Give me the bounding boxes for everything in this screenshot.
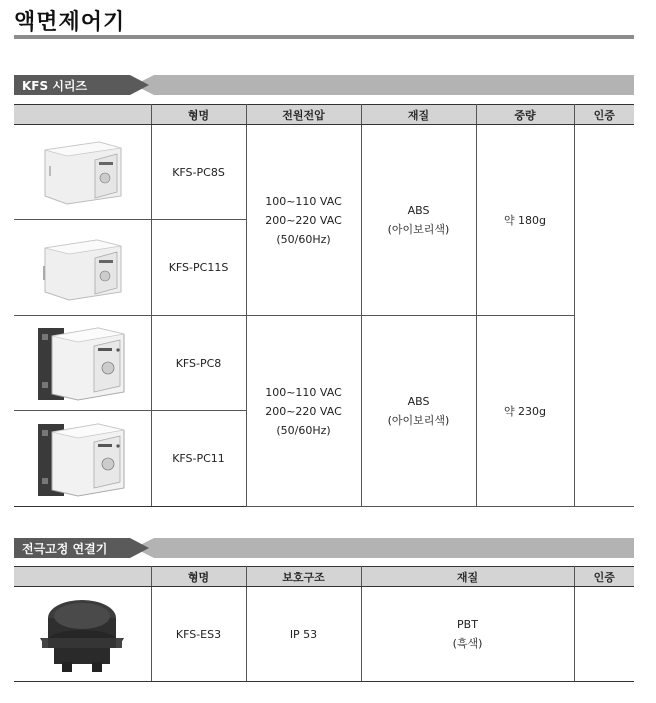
header-image: [14, 567, 151, 587]
material-cell: [361, 125, 476, 316]
section-title: KFS 시리즈: [22, 79, 88, 93]
table-row: [14, 125, 634, 220]
certification-cell: [574, 125, 634, 507]
relay-ivory-image: [37, 232, 127, 304]
header-weight: 중량: [476, 105, 574, 125]
material-line: (흑색): [452, 637, 483, 650]
header-protection: 보호구조: [246, 567, 361, 587]
material-line: (아이보리색): [387, 223, 450, 236]
relay-socket-image: [32, 320, 132, 406]
material-line: PBT: [457, 618, 478, 631]
voltage-cell: [246, 316, 361, 507]
model-cell: KFS-ES3: [151, 587, 246, 682]
voltage-line: 200~220 VAC: [265, 404, 342, 418]
section-bar-fill: [134, 538, 634, 558]
header-voltage: 전원전압: [246, 105, 361, 125]
voltage-line: (50/60Hz): [276, 423, 331, 437]
product-image-cell: [14, 411, 151, 507]
table-row: [14, 587, 634, 682]
voltage-cell: [246, 125, 361, 316]
table-row: [14, 316, 634, 411]
model-cell: KFS-PC11S: [151, 220, 246, 316]
section-bar-kfs-series: [14, 75, 634, 95]
material-cell: [361, 587, 574, 682]
model-cell: KFS-PC8S: [151, 125, 246, 220]
kfs-series-table: [14, 104, 634, 507]
material-line: ABS: [407, 204, 430, 217]
weight-cell: 약 230g: [476, 316, 574, 507]
header-model: 형명: [151, 567, 246, 587]
electrode-connector-image: [34, 592, 130, 676]
title-divider: [14, 35, 634, 39]
voltage-line: (50/60Hz): [276, 232, 331, 246]
relay-ivory-image: [37, 136, 127, 208]
relay-socket-image: [32, 416, 132, 502]
header-model: 형명: [151, 105, 246, 125]
product-image-cell: [14, 125, 151, 220]
header-material: 재질: [361, 567, 574, 587]
electrode-connector-table: [14, 566, 634, 682]
page-title: 액면제어기: [14, 10, 126, 35]
product-image-cell: [14, 587, 151, 682]
product-image-cell: [14, 316, 151, 411]
material-cell: [361, 316, 476, 507]
voltage-line: 100~110 VAC: [265, 385, 342, 399]
certification-cell: [574, 587, 634, 682]
weight-cell: 약 180g: [476, 125, 574, 316]
model-cell: KFS-PC11: [151, 411, 246, 507]
material-line: (아이보리색): [387, 414, 450, 427]
section-title: 전극고정 연결기: [22, 542, 108, 556]
header-image: [14, 105, 151, 125]
section-bar-electrode-connector: [14, 538, 634, 558]
voltage-line: 200~220 VAC: [265, 213, 342, 227]
table-header-row: [14, 567, 634, 587]
material-line: ABS: [407, 395, 430, 408]
protection-cell: IP 53: [246, 587, 361, 682]
voltage-line: 100~110 VAC: [265, 194, 342, 208]
product-image-cell: [14, 220, 151, 316]
model-cell: KFS-PC8: [151, 316, 246, 411]
header-certification: 인증: [574, 105, 634, 125]
header-material: 재질: [361, 105, 476, 125]
header-certification: 인증: [574, 567, 634, 587]
table-header-row: [14, 105, 634, 125]
section-bar-fill: [134, 75, 634, 95]
